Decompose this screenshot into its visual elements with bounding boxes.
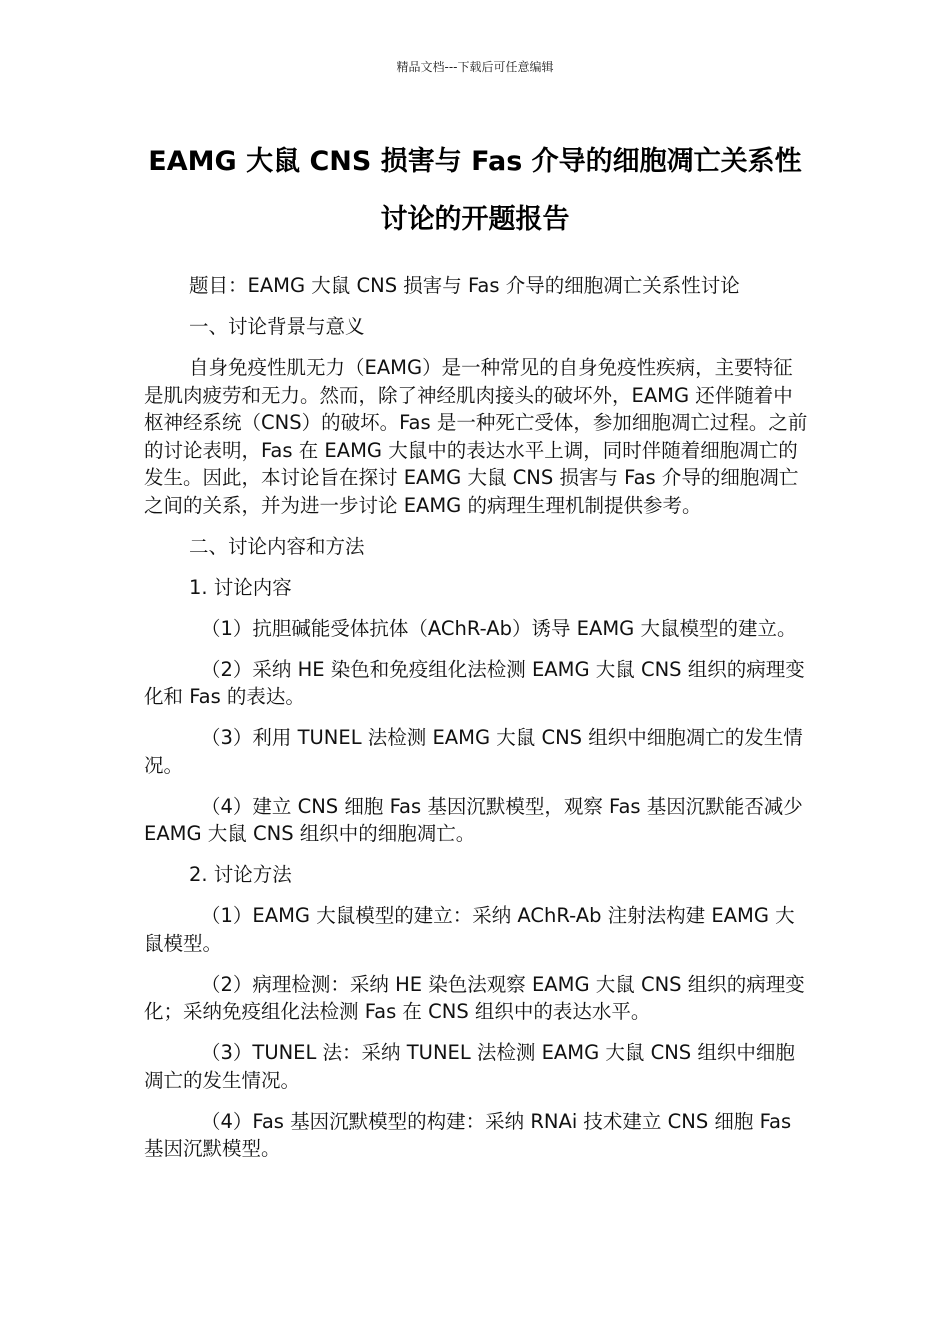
- document-title-line-2: 讨论的开题报告: [380, 204, 570, 235]
- section-heading-background: 一、讨论背景与意义: [189, 315, 365, 338]
- content-item: （3）利用 TUNEL 法检测 EAMG 大鼠 CNS 组织中细胞凋亡的发生情况。: [144, 726, 803, 777]
- document-body: [144, 272, 810, 1176]
- content-item: （4）建立 CNS 细胞 Fas 基因沉默模型，观察 Fas 基因沉默能否减少 EAMG 大鼠 CNS 组织中的细胞凋亡。: [144, 794, 803, 845]
- content-item: （2）采纳 HE 染色和免疫组化法检测 EAMG 大鼠 CNS 组织的病理变化和 Fas 的表达。: [144, 657, 805, 708]
- background-paragraph: 自身免疫性肌无力（EAMG）是一种常见的自身免疫性疾病，主要特征是肌肉疲劳和无力。然而，除了神经肌肉接头的破坏外，EAMG 还伴随着中枢神经系统（CNS）的破坏。Fas 是一种死亡受体，参加细胞凋亡过程。之前的讨论表明，Fas 在 EAMG 大鼠中的表达水平上调，同时伴随着细胞凋亡的发生。因此，本讨论旨在探讨 EAMG 大鼠 CNS 损害与 Fas 介导的细胞凋亡之间的关系，并为进一步讨论 EAMG 的病理生理机制提供参考。: [144, 356, 808, 517]
- subheading-methods: 2. 讨论方法: [189, 863, 292, 886]
- document-title-line-1: EAMG 大鼠 CNS 损害与 Fas 介导的细胞凋亡关系性: [148, 146, 802, 177]
- method-item: （3）TUNEL 法：采纳 TUNEL 法检测 EAMG 大鼠 CNS 组织中细胞凋亡的发生情况。: [144, 1041, 795, 1092]
- subheading-content: 1. 讨论内容: [189, 575, 292, 599]
- method-item: （4）Fas 基因沉默模型的构建：采纳 RNAi 技术建立 CNS 细胞 Fas 基因沉默模型。: [144, 1109, 792, 1160]
- section-heading-content-methods: 二、讨论内容和方法: [189, 534, 365, 558]
- header-note: 精品文档---下载后可任意编辑: [396, 60, 554, 74]
- method-item: （2）病理检测：采纳 HE 染色法观察 EAMG 大鼠 CNS 组织的病理变化；采纳免疫组化法检测 Fas 在 CNS 组织中的表达水平。: [144, 972, 805, 1023]
- content-item: （1）抗胆碱能受体抗体（AChR-Ab）诱导 EAMG 大鼠模型的建立。: [201, 616, 797, 640]
- topic-line: 题目：EAMG 大鼠 CNS 损害与 Fas 介导的细胞凋亡关系性讨论: [189, 274, 740, 297]
- method-item: （1）EAMG 大鼠模型的建立：采纳 AChR-Ab 注射法构建 EAMG 大鼠模型。: [144, 904, 795, 955]
